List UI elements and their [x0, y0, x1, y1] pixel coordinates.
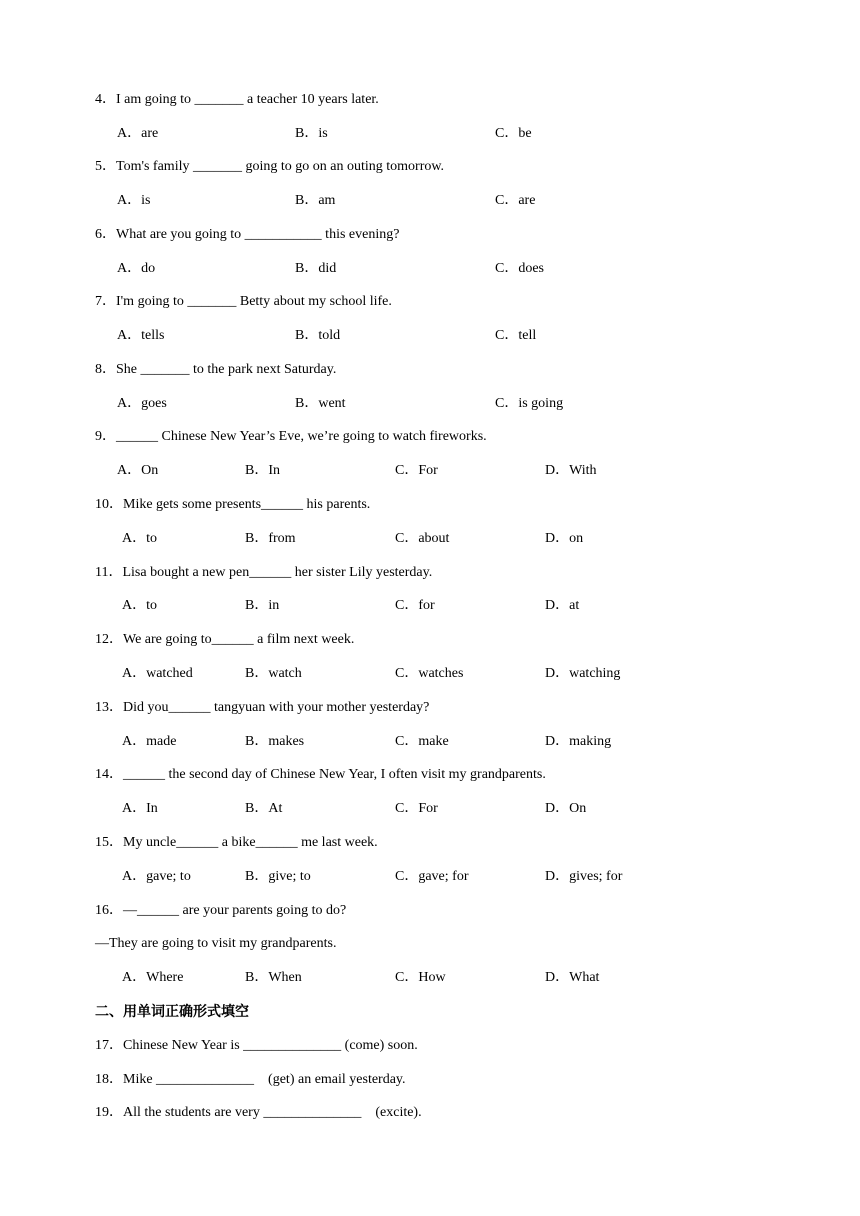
question-stem: 13．Did you______ tangyuan with your mother yesterday? — [95, 700, 430, 715]
fill-in-question: 17．Chinese New Year is ______________ (come) soon. — [95, 1038, 418, 1053]
option-a: A．watched — [122, 666, 193, 681]
option-c: C．make — [395, 734, 449, 749]
option-b: B．went — [295, 396, 346, 411]
option-c: C．for — [395, 598, 435, 613]
option-b: B．in — [245, 598, 280, 613]
option-c: C．about — [395, 531, 450, 546]
option-a: A．to — [122, 598, 157, 613]
option-c: C．gave; for — [395, 869, 469, 884]
question-stem: 15．My uncle______ a bike______ me last week. — [95, 835, 378, 850]
question-stem: 12．We are going to______ a film next week. — [95, 632, 355, 647]
option-b: B．At — [245, 801, 283, 816]
option-a: A．to — [122, 531, 157, 546]
option-b: B．In — [245, 463, 280, 478]
option-d: D．On — [545, 801, 587, 816]
question-stem: 9．______ Chinese New Year’s Eve, we’re going to watch fireworks. — [95, 429, 487, 444]
section-heading: 二、用单词正确形式填空 — [95, 1004, 249, 1020]
question-stem: 7．I'm going to _______ Betty about my school life. — [95, 294, 392, 309]
option-a: A．Where — [122, 970, 184, 985]
option-d: D．on — [545, 531, 584, 546]
question-stem: 11．Lisa bought a new pen______ her sister Lily yesterday. — [95, 565, 433, 580]
option-d: D．What — [545, 970, 600, 985]
question-stem: 14．______ the second day of Chinese New Year, I often visit my grandparents. — [95, 767, 546, 782]
option-c: C．watches — [395, 666, 464, 681]
option-b: B．give; to — [245, 869, 311, 884]
option-d: D．gives; for — [545, 869, 623, 884]
option-a: A．On — [117, 463, 159, 478]
option-c: C．is going — [495, 396, 564, 411]
option-c: C．For — [395, 463, 438, 478]
option-d: D．making — [545, 734, 612, 749]
option-c: C．be — [495, 126, 532, 141]
question-stem: 16．—______ are your parents going to do? — [95, 903, 347, 918]
question-stem: 10．Mike gets some presents______ his parents. — [95, 497, 371, 512]
option-a: A．goes — [117, 396, 167, 411]
option-d: D．watching — [545, 666, 621, 681]
option-a: A．tells — [117, 328, 165, 343]
option-b: B．told — [295, 328, 341, 343]
option-a: A．In — [122, 801, 158, 816]
option-c: C．does — [495, 261, 544, 276]
fill-in-question: 19．All the students are very ______________ (excite). — [95, 1105, 422, 1120]
option-a: A．is — [117, 193, 151, 208]
option-b: B．makes — [245, 734, 305, 749]
option-a: A．gave; to — [122, 869, 191, 884]
option-b: B．is — [295, 126, 328, 141]
question-stem: 5．Tom's family _______ going to go on an outing tomorrow. — [95, 159, 445, 174]
option-d: D．With — [545, 463, 597, 478]
option-a: A．made — [122, 734, 177, 749]
option-d: D．at — [545, 598, 580, 613]
option-c: C．tell — [495, 328, 537, 343]
question-stem: 6．What are you going to ___________ this evening? — [95, 227, 400, 242]
question-stem-continuation: —They are going to visit my grandparents. — [95, 936, 337, 951]
option-b: B．from — [245, 531, 296, 546]
fill-in-question: 18．Mike ______________ (get) an email yesterday. — [95, 1072, 406, 1087]
option-b: B．When — [245, 970, 302, 985]
option-c: C．How — [395, 970, 446, 985]
question-stem: 8．She _______ to the park next Saturday. — [95, 362, 337, 377]
option-b: B．am — [295, 193, 336, 208]
option-b: B．did — [295, 261, 337, 276]
option-a: A．are — [117, 126, 159, 141]
option-c: C．For — [395, 801, 438, 816]
option-b: B．watch — [245, 666, 302, 681]
question-stem: 4．I am going to _______ a teacher 10 years later. — [95, 92, 379, 107]
option-c: C．are — [495, 193, 536, 208]
option-a: A．do — [117, 261, 156, 276]
